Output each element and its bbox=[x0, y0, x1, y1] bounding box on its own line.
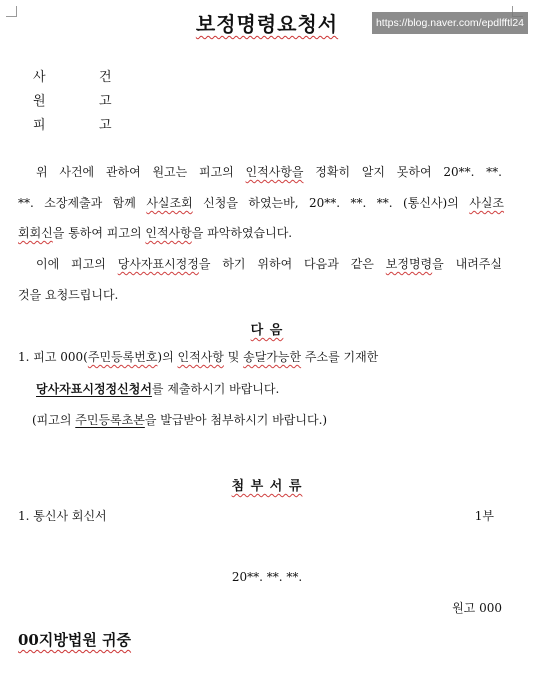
section-heading-attachments: 첨 부 서 류 bbox=[231, 479, 303, 494]
party-value: 건 bbox=[99, 70, 112, 85]
party-value: 고 bbox=[99, 118, 112, 133]
document-date: 20**. **. **. bbox=[231, 570, 303, 584]
signer: 원고 000 bbox=[452, 601, 502, 615]
item-line: 1. 피고 000(주민등록번호)의 인적사항 및 송달가능한 주소를 기재한 bbox=[18, 350, 379, 364]
blog-watermark: https://blog.naver.com/epdlfftl24 bbox=[372, 12, 528, 34]
item-line: 당사자표시정정신청서를 제출하시기 바랍니다. bbox=[36, 382, 280, 396]
body-line: 것을 요청드립니다. bbox=[18, 288, 119, 302]
party-plaintiff bbox=[33, 90, 123, 108]
body-line: **. 소장제출과 함께 사실조회 신청을 하였는바, 20**. **. **. (통신사)의 사실조 bbox=[18, 196, 505, 210]
party-label: 피 bbox=[33, 118, 46, 133]
attachment-row bbox=[18, 502, 494, 531]
body-line: 위 사건에 관하여 원고는 피고의 인적사항을 정확히 알지 못하여 20**. **. bbox=[36, 165, 502, 179]
party-label: 원 bbox=[33, 94, 46, 109]
section-heading-next: 다 음 bbox=[250, 323, 284, 338]
item-line: (피고의 주민등록초본을 발급받아 첨부하시기 바랍니다.) bbox=[32, 413, 328, 427]
party-case bbox=[33, 66, 123, 84]
attachment-name: 1. 통신사 회신서 bbox=[18, 509, 107, 523]
body-line: 회회신을 통하여 피고의 인적사항을 파악하였습니다. bbox=[18, 226, 293, 240]
court-addressee: 00지방법원 귀중 bbox=[18, 631, 132, 649]
party-defendant bbox=[33, 114, 123, 132]
attachment-count: 1부 bbox=[474, 509, 494, 523]
document-title: 보정명령요청서 bbox=[195, 12, 339, 36]
party-label: 사 bbox=[33, 70, 46, 85]
body-line: 이에 피고의 당사자표시정정을 하기 위하여 다음과 같은 보정명령을 내려주실 bbox=[36, 257, 502, 271]
party-value: 고 bbox=[99, 94, 112, 109]
